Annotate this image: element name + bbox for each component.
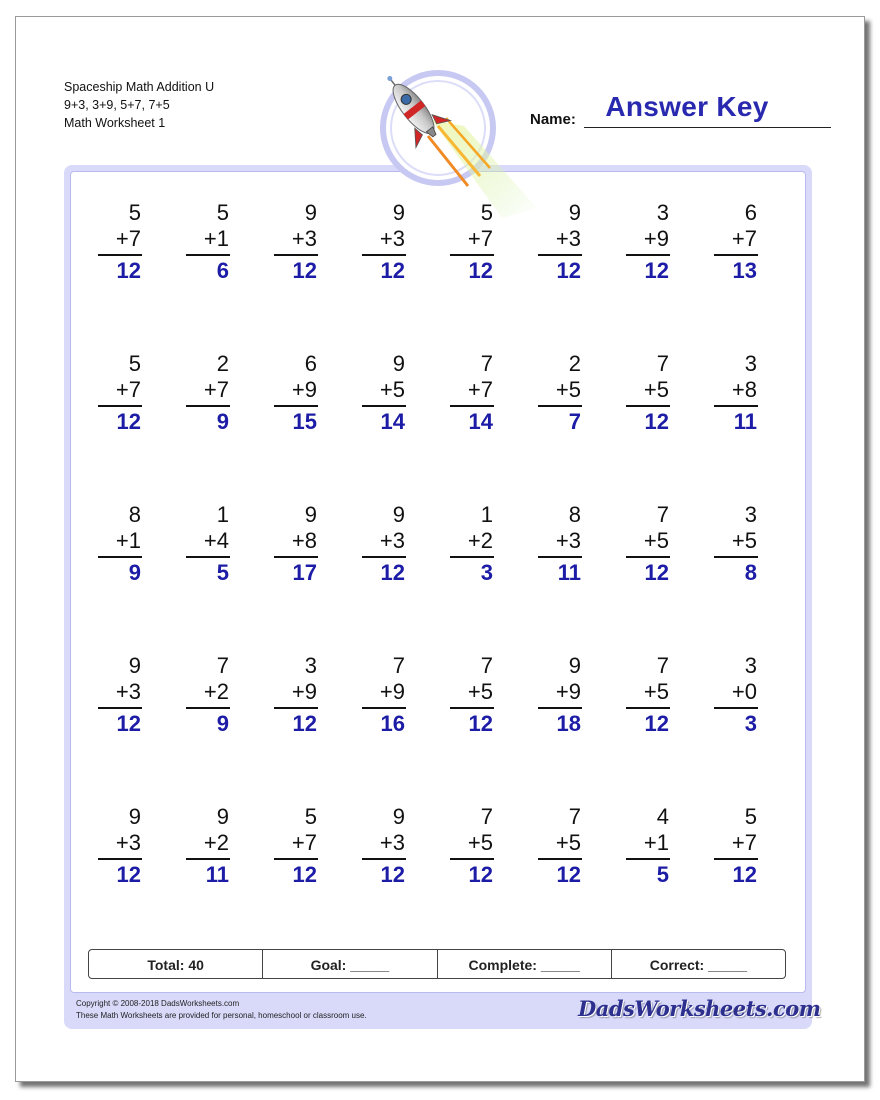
answer-value: 12 (380, 560, 405, 585)
answer-value: 3 (744, 711, 757, 736)
second-addend: +3 (379, 226, 405, 251)
second-addend: +5 (643, 679, 669, 704)
total-count: Total: 40 (89, 950, 263, 978)
second-addend: +3 (291, 226, 317, 251)
addition-problem (450, 502, 494, 588)
worksheet-title: Spaceship Math Addition U (64, 80, 215, 94)
first-addend: 9 (128, 804, 141, 829)
addition-problem (362, 804, 406, 890)
answer-value: 8 (744, 560, 757, 585)
first-addend: 5 (128, 351, 141, 376)
first-addend: 7 (216, 653, 229, 678)
problem-frame (64, 165, 812, 1029)
first-addend: 2 (568, 351, 581, 376)
answer-value: 14 (468, 409, 493, 434)
answer-value: 14 (380, 409, 405, 434)
second-addend: +8 (731, 377, 757, 402)
first-addend: 4 (656, 804, 669, 829)
second-addend: +1 (203, 226, 229, 251)
problem-area (70, 171, 806, 993)
answer-value: 18 (556, 711, 581, 736)
answer-value: 6 (216, 258, 229, 283)
answer-value: 12 (732, 862, 757, 887)
answer-value: 12 (644, 560, 669, 585)
first-addend: 9 (392, 200, 405, 225)
first-addend: 9 (392, 351, 405, 376)
second-addend: +7 (115, 377, 141, 402)
second-addend: +3 (555, 528, 581, 553)
answer-value: 12 (292, 258, 317, 283)
first-addend: 6 (304, 351, 317, 376)
addition-problem (274, 653, 318, 739)
addition-problem (626, 804, 670, 890)
addition-problem (186, 804, 230, 890)
second-addend: +3 (379, 830, 405, 855)
first-addend: 3 (304, 653, 317, 678)
goal-field: Goal: _____ (263, 950, 437, 978)
second-addend: +8 (291, 528, 317, 553)
addition-problem (626, 200, 670, 286)
first-addend: 5 (480, 200, 493, 225)
answer-value: 12 (292, 711, 317, 736)
first-addend: 3 (656, 200, 669, 225)
answer-value: 17 (292, 560, 317, 585)
first-addend: 3 (744, 653, 757, 678)
second-addend: +7 (731, 226, 757, 251)
addition-problem (538, 653, 582, 739)
first-addend: 9 (304, 502, 317, 527)
first-addend: 3 (744, 351, 757, 376)
addition-problem (362, 502, 406, 588)
worksheet-facts: 9+3, 3+9, 5+7, 7+5 (64, 98, 170, 112)
addition-problem (186, 200, 230, 286)
addition-problem (274, 200, 318, 286)
answer-value: 5 (216, 560, 229, 585)
second-addend: +5 (643, 528, 669, 553)
answer-value: 12 (644, 711, 669, 736)
addition-problem (98, 502, 142, 588)
answer-value: 16 (380, 711, 405, 736)
score-summary (88, 949, 786, 979)
copyright-block (76, 998, 367, 1022)
first-addend: 9 (392, 502, 405, 527)
first-addend: 9 (304, 200, 317, 225)
second-addend: +4 (203, 528, 229, 553)
second-addend: +5 (731, 528, 757, 553)
answer-key-text: Answer Key (605, 91, 769, 122)
second-addend: +5 (643, 377, 669, 402)
second-addend: +1 (115, 528, 141, 553)
answer-value: 12 (116, 409, 141, 434)
answer-value: 12 (644, 409, 669, 434)
first-addend: 7 (568, 804, 581, 829)
answer-value: 12 (116, 258, 141, 283)
addition-problem (362, 200, 406, 286)
answer-value: 12 (468, 711, 493, 736)
second-addend: +3 (115, 830, 141, 855)
answer-value: 7 (568, 409, 581, 434)
addition-problem (626, 351, 670, 437)
name-line (584, 127, 831, 128)
addition-problem (186, 351, 230, 437)
second-addend: +3 (555, 226, 581, 251)
addition-problem (274, 804, 318, 890)
addition-problem (98, 804, 142, 890)
second-addend: +7 (203, 377, 229, 402)
addition-problem (538, 502, 582, 588)
second-addend: +5 (555, 830, 581, 855)
second-addend: +2 (203, 679, 229, 704)
answer-value: 12 (556, 258, 581, 283)
answer-value: 9 (128, 560, 141, 585)
addition-problem (714, 653, 758, 739)
second-addend: +2 (467, 528, 493, 553)
first-addend: 7 (392, 653, 405, 678)
first-addend: 9 (568, 200, 581, 225)
second-addend: +1 (643, 830, 669, 855)
answer-value: 9 (216, 409, 229, 434)
addition-problem (450, 351, 494, 437)
complete-field: Complete: _____ (438, 950, 612, 978)
first-addend: 3 (744, 502, 757, 527)
addition-problem (450, 653, 494, 739)
answer-value: 3 (480, 560, 493, 585)
first-addend: 9 (392, 804, 405, 829)
addition-problem (362, 653, 406, 739)
answer-value: 12 (116, 862, 141, 887)
second-addend: +7 (467, 226, 493, 251)
first-addend: 8 (568, 502, 581, 527)
second-addend: +9 (379, 679, 405, 704)
first-addend: 9 (568, 653, 581, 678)
addition-problem (626, 653, 670, 739)
addition-problem (626, 502, 670, 588)
second-addend: +7 (291, 830, 317, 855)
second-addend: +9 (643, 226, 669, 251)
second-addend: +9 (291, 679, 317, 704)
answer-value: 12 (292, 862, 317, 887)
first-addend: 1 (480, 502, 493, 527)
second-addend: +9 (555, 679, 581, 704)
brand-logo: DadsWorksheets.com (578, 996, 821, 1021)
worksheet-number: Math Worksheet 1 (64, 116, 166, 130)
second-addend: +9 (291, 377, 317, 402)
answer-value: 12 (380, 862, 405, 887)
addition-problem (450, 200, 494, 286)
answer-value: 15 (292, 409, 317, 434)
second-addend: +5 (467, 830, 493, 855)
first-addend: 7 (656, 502, 669, 527)
first-addend: 7 (480, 653, 493, 678)
answer-value: 12 (380, 258, 405, 283)
second-addend: +7 (115, 226, 141, 251)
first-addend: 7 (480, 351, 493, 376)
addition-problem (538, 200, 582, 286)
second-addend: +2 (203, 830, 229, 855)
addition-problem (538, 351, 582, 437)
first-addend: 5 (744, 804, 757, 829)
first-addend: 5 (304, 804, 317, 829)
answer-value: 11 (205, 862, 229, 887)
answer-value: 9 (216, 711, 229, 736)
addition-problem (186, 653, 230, 739)
addition-problem (714, 502, 758, 588)
addition-problem (186, 502, 230, 588)
answer-value: 11 (733, 409, 757, 434)
first-addend: 5 (216, 200, 229, 225)
second-addend: +5 (467, 679, 493, 704)
first-addend: 7 (656, 351, 669, 376)
addition-problem (450, 804, 494, 890)
second-addend: +7 (467, 377, 493, 402)
second-addend: +7 (731, 830, 757, 855)
answer-value: 13 (732, 258, 757, 283)
correct-field: Correct: _____ (649, 957, 748, 973)
addition-problem (98, 653, 142, 739)
answer-value: 12 (644, 258, 669, 283)
second-addend: +3 (379, 528, 405, 553)
first-addend: 7 (480, 804, 493, 829)
first-addend: 2 (216, 351, 229, 376)
second-addend: +3 (115, 679, 141, 704)
second-addend: +0 (731, 679, 757, 704)
addition-problem (98, 351, 142, 437)
first-addend: 6 (744, 200, 757, 225)
answer-value: 5 (656, 862, 669, 887)
copyright-text: Copyright © 2008-2018 DadsWorksheets.com (76, 999, 240, 1008)
first-addend: 9 (128, 653, 141, 678)
addition-problem (714, 200, 758, 286)
second-addend: +5 (555, 377, 581, 402)
second-addend: +5 (379, 377, 405, 402)
addition-problem (274, 502, 318, 588)
addition-problem (714, 804, 758, 890)
addition-problem (362, 351, 406, 437)
answer-value: 11 (557, 560, 581, 585)
first-addend: 1 (216, 502, 229, 527)
first-addend: 5 (128, 200, 141, 225)
answer-value: 12 (468, 258, 493, 283)
first-addend: 8 (128, 502, 141, 527)
usage-notice: These Math Worksheets are provided for personal, homeschool or classroom use. (76, 1011, 367, 1020)
addition-problem (274, 351, 318, 437)
first-addend: 7 (656, 653, 669, 678)
addition-problem (538, 804, 582, 890)
addition-problem (98, 200, 142, 286)
first-addend: 9 (216, 804, 229, 829)
answer-value: 12 (556, 862, 581, 887)
worksheet-title-block (64, 78, 214, 132)
answer-value: 12 (468, 862, 493, 887)
answer-value: 12 (116, 711, 141, 736)
name-label: Name: (530, 111, 576, 128)
addition-problem (714, 351, 758, 437)
